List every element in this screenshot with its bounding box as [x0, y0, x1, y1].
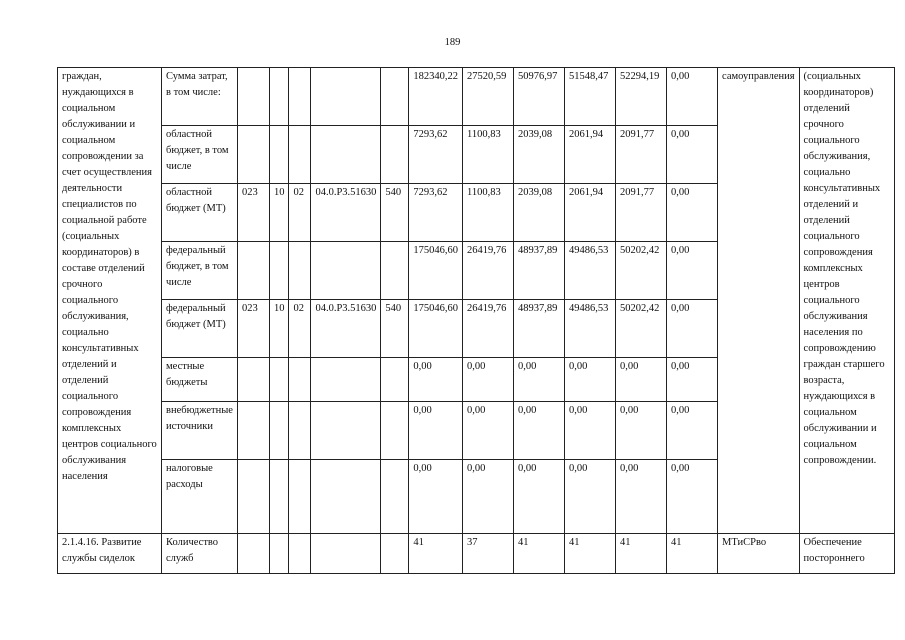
grbs-code — [237, 242, 269, 300]
year-5-amount: 0,00 — [667, 402, 718, 460]
subsection-code — [289, 534, 311, 574]
total-amount: 7293,62 — [409, 184, 463, 242]
section-code — [269, 534, 289, 574]
target-article-code: 04.0.Р3.51630 — [311, 184, 381, 242]
table-row — [58, 534, 895, 574]
row-label: федеральный бюджет, в том числе — [162, 242, 238, 300]
expense-type-code — [381, 534, 409, 574]
target-article-code — [311, 242, 381, 300]
year-2-amount: 48937,89 — [514, 242, 565, 300]
target-article-code: 04.0.Р3.51630 — [311, 300, 381, 358]
expense-type-code: 540 — [381, 300, 409, 358]
target-article-code — [311, 402, 381, 460]
grbs-code — [237, 358, 269, 402]
year-2-amount: 0,00 — [514, 460, 565, 534]
year-2-amount: 2039,08 — [514, 184, 565, 242]
year-5-amount: 0,00 — [667, 460, 718, 534]
year-5-amount: 0,00 — [667, 300, 718, 358]
expense-type-code — [381, 126, 409, 184]
grbs-code — [237, 126, 269, 184]
subsection-code — [289, 358, 311, 402]
year-5-amount: 0,00 — [667, 358, 718, 402]
section-code — [269, 358, 289, 402]
budget-table — [57, 67, 895, 574]
year-4-amount: 41 — [616, 534, 667, 574]
year-3-amount: 2061,94 — [565, 184, 616, 242]
subsection-code — [289, 402, 311, 460]
year-4-amount: 0,00 — [616, 402, 667, 460]
expense-type-code — [381, 242, 409, 300]
table-row — [58, 68, 895, 126]
year-5-amount: 0,00 — [667, 184, 718, 242]
expense-type-code — [381, 402, 409, 460]
executor: самоуправления — [718, 68, 800, 534]
section-code — [269, 242, 289, 300]
year-2-amount: 0,00 — [514, 358, 565, 402]
year-4-amount: 50202,42 — [616, 300, 667, 358]
year-3-amount: 0,00 — [565, 460, 616, 534]
total-amount: 0,00 — [409, 402, 463, 460]
year-2-amount: 48937,89 — [514, 300, 565, 358]
year-2-amount: 0,00 — [514, 402, 565, 460]
executor: МТиСРво — [718, 534, 800, 574]
grbs-code: 023 — [237, 184, 269, 242]
expense-type-code — [381, 68, 409, 126]
year-3-amount: 0,00 — [565, 358, 616, 402]
year-3-amount: 2061,94 — [565, 126, 616, 184]
grbs-code — [237, 534, 269, 574]
year-5-amount: 41 — [667, 534, 718, 574]
grbs-code — [237, 460, 269, 534]
year-4-amount: 0,00 — [616, 358, 667, 402]
table-body — [58, 68, 895, 574]
expense-type-code — [381, 460, 409, 534]
subsection-code — [289, 242, 311, 300]
row-label: Количество служб — [162, 534, 238, 574]
page-number: 189 — [444, 37, 461, 48]
year-4-amount: 50202,42 — [616, 242, 667, 300]
expected-result: Обеспечение постороннего — [799, 534, 894, 574]
expense-type-code: 540 — [381, 184, 409, 242]
year-1-amount: 0,00 — [463, 358, 514, 402]
row-label: налоговые расходы — [162, 460, 238, 534]
year-5-amount: 0,00 — [667, 242, 718, 300]
section-code — [269, 126, 289, 184]
year-2-amount: 50976,97 — [514, 68, 565, 126]
year-2-amount: 2039,08 — [514, 126, 565, 184]
target-article-code — [311, 460, 381, 534]
year-4-amount: 0,00 — [616, 460, 667, 534]
row-label: внебюджетные источники — [162, 402, 238, 460]
grbs-code — [237, 402, 269, 460]
total-amount: 175046,60 — [409, 242, 463, 300]
year-3-amount: 49486,53 — [565, 242, 616, 300]
year-4-amount: 52294,19 — [616, 68, 667, 126]
expense-type-code — [381, 358, 409, 402]
total-amount: 0,00 — [409, 358, 463, 402]
target-article-code — [311, 126, 381, 184]
year-1-amount: 26419,76 — [463, 300, 514, 358]
section-code: 10 — [269, 300, 289, 358]
total-amount: 7293,62 — [409, 126, 463, 184]
year-3-amount: 0,00 — [565, 402, 616, 460]
row-label: местные бюджеты — [162, 358, 238, 402]
subsection-code — [289, 126, 311, 184]
activity-description: граждан, нуждающихся в социальном обслуживании и социальном сопровождении за счет осуществления деятельности специалистов по социальной работе (социальных координаторов) в составе отделений срочного социального обслуживания, социально консультативных отделений и отделений социального сопровождения комплексных центров социального обслуживания населения — [58, 68, 162, 534]
subsection-code — [289, 68, 311, 126]
target-article-code — [311, 68, 381, 126]
subsection-code: 02 — [289, 184, 311, 242]
target-article-code — [311, 358, 381, 402]
row-label: областной бюджет, в том числе — [162, 126, 238, 184]
section-code — [269, 402, 289, 460]
year-1-amount: 1100,83 — [463, 126, 514, 184]
activity-description: 2.1.4.16. Развитие службы сиделок — [58, 534, 162, 574]
total-amount: 0,00 — [409, 460, 463, 534]
section-code — [269, 68, 289, 126]
year-3-amount: 41 — [565, 534, 616, 574]
year-4-amount: 2091,77 — [616, 126, 667, 184]
year-1-amount: 26419,76 — [463, 242, 514, 300]
grbs-code: 023 — [237, 300, 269, 358]
grbs-code — [237, 68, 269, 126]
year-1-amount: 37 — [463, 534, 514, 574]
year-3-amount: 49486,53 — [565, 300, 616, 358]
subsection-code — [289, 460, 311, 534]
section-code: 10 — [269, 184, 289, 242]
year-5-amount: 0,00 — [667, 126, 718, 184]
year-2-amount: 41 — [514, 534, 565, 574]
year-1-amount: 27520,59 — [463, 68, 514, 126]
row-label: федеральный бюджет (МТ) — [162, 300, 238, 358]
year-1-amount: 1100,83 — [463, 184, 514, 242]
year-1-amount: 0,00 — [463, 402, 514, 460]
section-code — [269, 460, 289, 534]
target-article-code — [311, 534, 381, 574]
subsection-code: 02 — [289, 300, 311, 358]
expected-result: (социальных координаторов) отделений срочного социального обслуживания, социально консультативных отделений и отделений социального сопровождения комплексных центров социального обслуживания населения по сопровождению граждан старшего возраста, нуждающихся в социальном обслуживании и социальном сопровождении. — [799, 68, 894, 534]
total-amount: 182340,22 — [409, 68, 463, 126]
row-label: Сумма затрат, в том числе: — [162, 68, 238, 126]
year-4-amount: 2091,77 — [616, 184, 667, 242]
total-amount: 175046,60 — [409, 300, 463, 358]
year-5-amount: 0,00 — [667, 68, 718, 126]
year-1-amount: 0,00 — [463, 460, 514, 534]
row-label: областной бюджет (МТ) — [162, 184, 238, 242]
year-3-amount: 51548,47 — [565, 68, 616, 126]
total-amount: 41 — [409, 534, 463, 574]
